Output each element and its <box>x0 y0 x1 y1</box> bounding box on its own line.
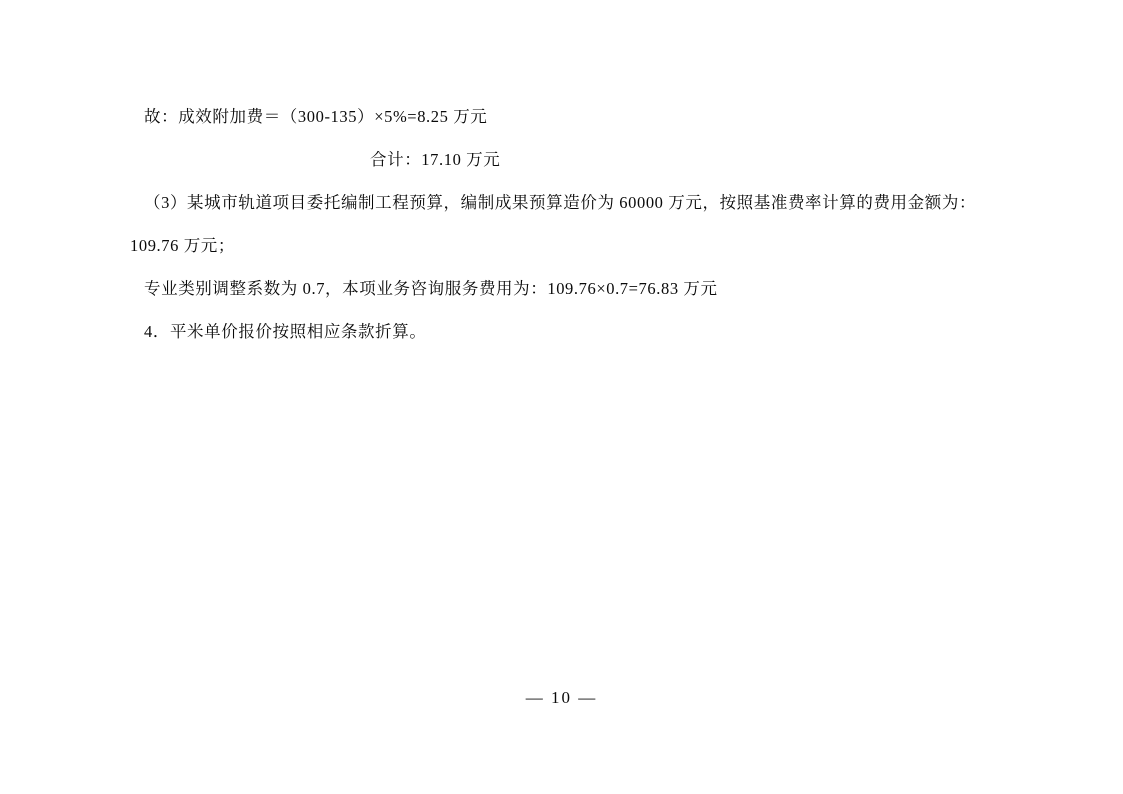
document-body <box>130 95 1010 353</box>
paragraph-item-4: 4．平米单价报价按照相应条款折算。 <box>144 322 427 341</box>
page-number-footer: — 10 — <box>525 688 598 707</box>
formula-line-fee: 故：成效附加费＝（300-135）×5%=8.25 万元 <box>144 107 488 126</box>
paragraph-item-3-second: 109.76 万元； <box>130 236 235 255</box>
paragraph-adjust-coefficient: 专业类别调整系数为 0.7，本项业务咨询服务费用为：109.76×0.7=76.83 万元 <box>144 279 718 298</box>
paragraph-item-3-first: （3）某城市轨道项目委托编制工程预算，编制成果预算造价为 60000 万元，按照基准费率计算的费用金额为： <box>144 193 977 212</box>
formula-line-total: 合计：17.10 万元 <box>370 150 501 169</box>
